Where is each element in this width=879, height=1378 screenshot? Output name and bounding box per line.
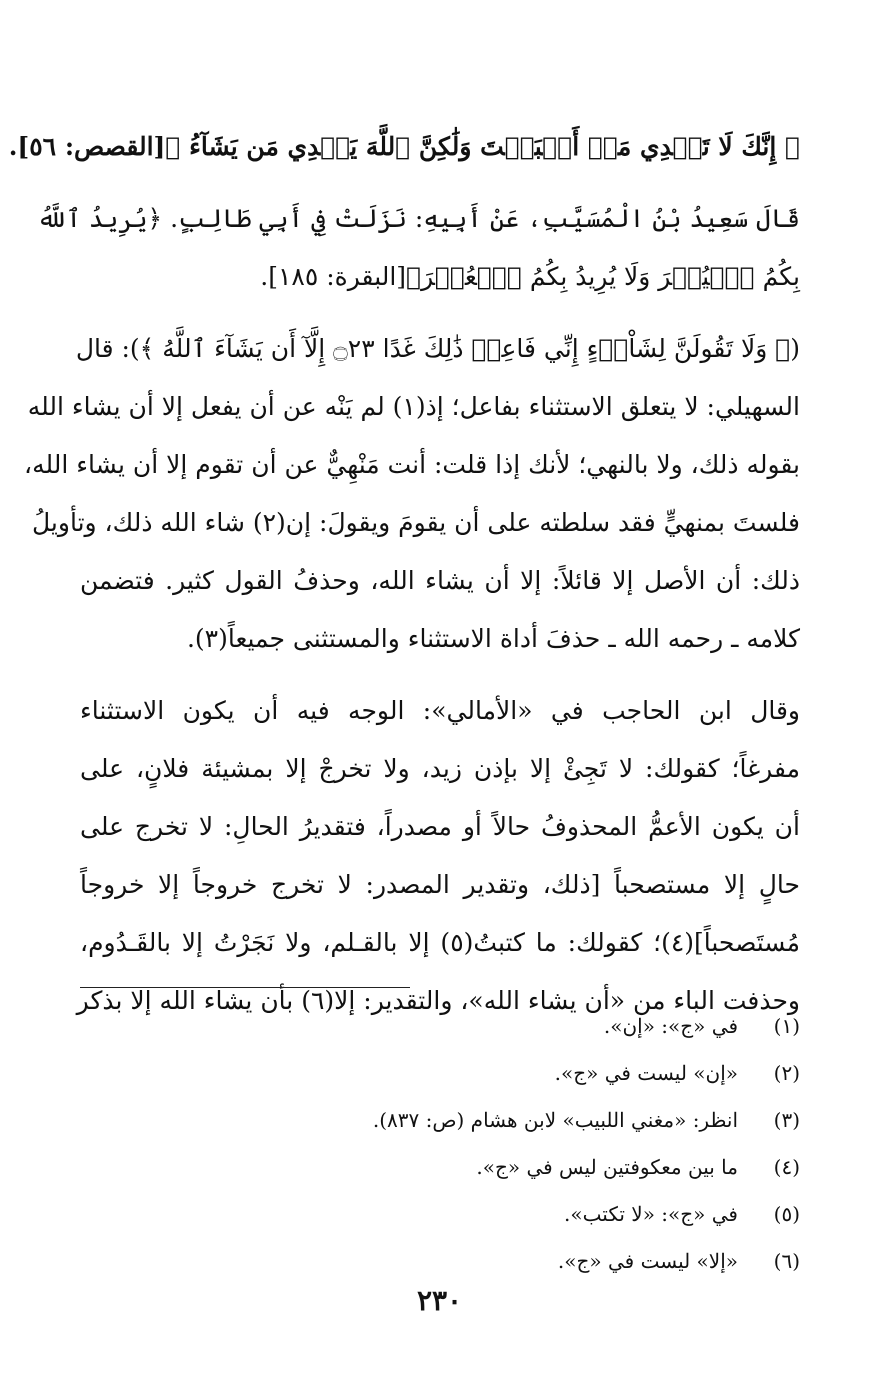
- footnote: [80, 1097, 800, 1144]
- footnote-text: في «ج»: «لا تكتب».: [564, 1202, 738, 1226]
- text-line: فلستَ بمنهيٍّ فقد سلطته على أن يقومَ ويقولَ: إن(٢) شاء الله ذلك، وتأويلُ: [32, 508, 800, 537]
- paragraph-said-ibn-musayyib: [37, 190, 800, 306]
- footnote: [80, 1050, 800, 1097]
- footnote-number: (٣): [773, 1108, 800, 1132]
- paragraph-suhayli: [24, 320, 800, 668]
- text-line: ﴿ إِنَّكَ لَا تَهۡدِي مَنۡ أَحۡبَبۡتَ وَلَٰكِنَّ ٱللَّهَ يَهۡدِي مَن يَشَآءُ ﴾[القصص: ٥٦].: [8, 132, 800, 161]
- text-line: ذلك: أن الأصل إلا قائلاً: إلا أن يشاء الله، وحذفُ القول كثير. فتضمن: [80, 566, 800, 595]
- footnote-number: (١): [773, 1014, 800, 1038]
- footnote-text: في «ج»: «إن».: [603, 1014, 738, 1038]
- footnotes: [80, 1003, 800, 1285]
- footnote: [80, 1144, 800, 1191]
- text-line: وحذفت الباء من «أن يشاء الله»، والتقدير: إلا(٦) بأن يشاء الله إلا بذكر: [76, 986, 800, 1015]
- text-line: السهيلي: لا يتعلق الاستثناء بفاعل؛ إذ(١) لم يَنْه عن أن يفعل إلا أن يشاء الله: [27, 392, 800, 421]
- text-line: وقال ابن الحاجب في «الأمالي»: الوجه فيه أن يكون الاستثناء: [80, 696, 800, 725]
- footnote-text: ما بين معكوفتين ليس في «ج».: [476, 1155, 738, 1179]
- paragraph-ibn-hajib: [76, 682, 800, 1030]
- paragraph-quran-qasas: [8, 118, 800, 176]
- text-line: مُستَصحباً](٤)؛ كقولك: ما كتبتُ(٥) إلا بالقـلم، ولا نَجَرْتُ إلا بالقَـدُوم،: [80, 928, 800, 957]
- footnote-number: (٤): [773, 1155, 800, 1179]
- text-line: أن يكون الأعمُّ المحذوفُ حالاً أو مصدراً، فتقديرُ الحالِ: لا تخرج على: [80, 812, 800, 841]
- footnote: [80, 1238, 800, 1285]
- footnote-separator: [80, 987, 410, 988]
- footnote-number: (٥): [773, 1202, 800, 1226]
- footnote-number: (٢): [773, 1061, 800, 1085]
- page-number: ٢٣٠: [416, 1284, 463, 1317]
- text-line: بِكُمُ ٱلۡيُسۡرَ وَلَا يُرِيدُ بِكُمُ ٱلۡعُسۡرَ﴾[البقرة: ١٨٥].: [260, 262, 800, 291]
- footnote: [80, 1003, 800, 1050]
- text-line: بقوله ذلك، ولا بالنهي؛ لأنك إذا قلت: أنت مَنْهِيٌّ عن أن تقوم إلا أن يشاء الله،: [24, 450, 800, 479]
- footnote-text: «إلا» ليست في «ج».: [557, 1249, 738, 1273]
- footnote-number: (٦): [773, 1249, 800, 1273]
- main-text: [8, 118, 800, 1044]
- text-line: مفرغاً؛ كقولك: لا تَجِئْ إلا بإذن زيد، ولا تخرجْ إلا بمشيئة فلانٍ، على: [80, 754, 800, 783]
- text-line: حالٍ إلا مستصحباً [ذلك، وتقدير المصدر: لا تخرج خروجاً إلا خروجاً: [80, 870, 800, 899]
- footnote-text: انظر: «مغني اللبيب» لابن هشام (ص: ٨٣٧).: [372, 1108, 738, 1132]
- text-line: كلامه ـ رحمه الله ـ حذفَ أداة الاستثناء والمستثنى جميعاً(٣).: [186, 624, 800, 653]
- text-line: (﴿ وَلَا تَقُولَنَّ لِشَاْيۡءٍ إِنِّي فَاعِلٞ ذَٰلِكَ غَدًا ۝٢٣ إِلَّآ أَن يَشَآءَ ٱللَّهُ ﴾): قال: [75, 334, 800, 363]
- footnote-text: «إن» ليست في «ج».: [554, 1061, 738, 1085]
- text-line: قَالَ سَعِيدُ بْنُ الْمُسَيَّبِ، عَنْ أَبِيهِ: نَزَلَتْ فِي أَبِي طَالِبٍ. ﴿يُرِيدُ ٱللَّهُ: [37, 204, 800, 233]
- footnote: [80, 1191, 800, 1238]
